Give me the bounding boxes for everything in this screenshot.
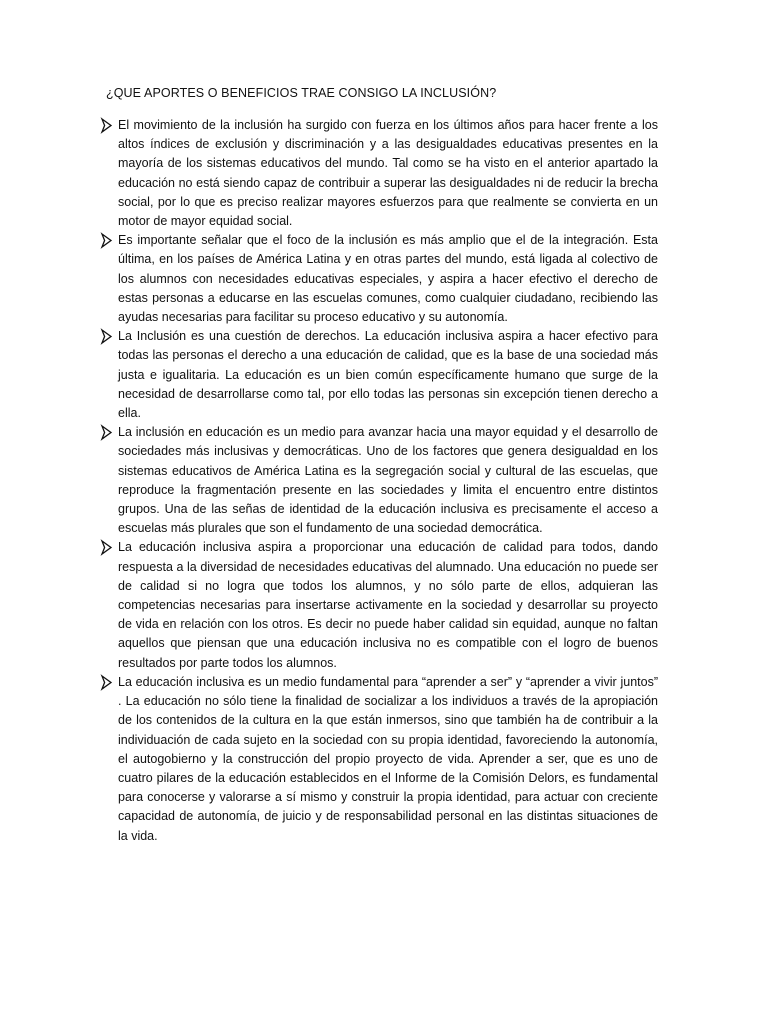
list-item [102, 673, 658, 846]
paragraph-text: La educación inclusiva aspira a proporcionar una educación de calidad para todos, dando respuesta a la diversidad de necesidades educativas del alumnado. Una educación no puede ser de calidad si no logra que todos los alumnos, y no sólo parte de ellos, adquieran las competencias necesarias para insertarse activamente en la sociedad y desarrollar su proyecto de vida en relación con los otros. Es decir no puede haber calidad sin equidad, aunque no faltan aquellos que piensan que una educación inclusiva no es compatible con el logro de buenos resultados por parte todos los alumnos. [118, 540, 658, 670]
list-item [102, 231, 658, 327]
list-item [102, 538, 658, 672]
bullet-list [102, 116, 658, 846]
arrowhead-bullet-icon [100, 231, 114, 250]
arrowhead-bullet-icon [100, 116, 114, 135]
paragraph-text: Es importante señalar que el foco de la inclusión es más amplio que el de la integración. Esta última, en los países de América Latina y en otras partes del mundo, está ligada al colectivo de los alumnos con necesidades educativas especiales, y aspira a hacer efectivo el derecho de estas personas a educarse en las escuelas comunes, como cualquier ciudadano, recibiendo las ayudas necesarias para facilitar su proceso educativo y su autonomía. [118, 233, 658, 325]
arrowhead-bullet-icon [100, 423, 114, 442]
paragraph-text: La educación inclusiva es un medio fundamental para “aprender a ser” y “aprender a vivir juntos” . La educación no sólo tiene la finalidad de socializar a los individuos a través de la apropiación de los contenidos de la cultura en la que están inmersos, sino que también ha de contribuir a la individuación de cada sujeto en la sociedad con su propia identidad, favoreciendo la autonomía, el autogobierno y la construcción del propio proyecto de vida. Aprender a ser, que es uno de cuatro pilares de la educación establecidos en el Informe de la Comisión Delors, es fundamental para conocerse y valorarse a sí mismo y construir la propia identidad, para actuar con creciente capacidad de autonomía, de juicio y de responsabilidad personal en las distintas situaciones de la vida. [118, 674, 658, 843]
paragraph-text: El movimiento de la inclusión ha surgido con fuerza en los últimos años para hacer frente a los altos índices de exclusión y discriminación y a las desigualdades educativas presentes en la mayoría de los sistemas educativos del mundo. Tal como se ha visto en el anterior apartado la educación no está siendo capaz de contribuir a superar las desigualdades ni de reducir la brecha social, por lo que es preciso realizar mayores esfuerzos para que realmente se convierta en un motor de mayor equidad social. [118, 118, 658, 229]
paragraph-text: La Inclusión es una cuestión de derechos. La educación inclusiva aspira a hacer efectivo para todas las personas el derecho a una educación de calidad, que es la base de una sociedad más justa e igualitaria. La educación es un bien común específicamente humano que surge de la necesidad de desarrollarse como tal, por ello todas las personas sin excepción tienen derecho a ella. [118, 329, 658, 421]
arrowhead-bullet-icon [100, 673, 114, 692]
arrowhead-bullet-icon [100, 538, 114, 557]
document-title: ¿QUE APORTES O BENEFICIOS TRAE CONSIGO LA INCLUSIÓN? [106, 86, 497, 100]
paragraph-text: La inclusión en educación es un medio para avanzar hacia una mayor equidad y el desarrollo de sociedades más inclusivas y democráticas. Uno de los factores que genera desigualdad en los sistemas educativos de América Latina es la segregación social y cultural de las escuelas, que reproduce la fragmentación presente en las sociedades y limita el encuentro entre distintos grupos. Una de las señas de identidad de la educación inclusiva es precisamente el acceso a escuelas más plurales que son el fundamento de una sociedad democrática. [118, 425, 658, 536]
list-item [102, 116, 658, 231]
list-item [102, 327, 658, 423]
arrowhead-bullet-icon [100, 327, 114, 346]
list-item [102, 423, 658, 538]
